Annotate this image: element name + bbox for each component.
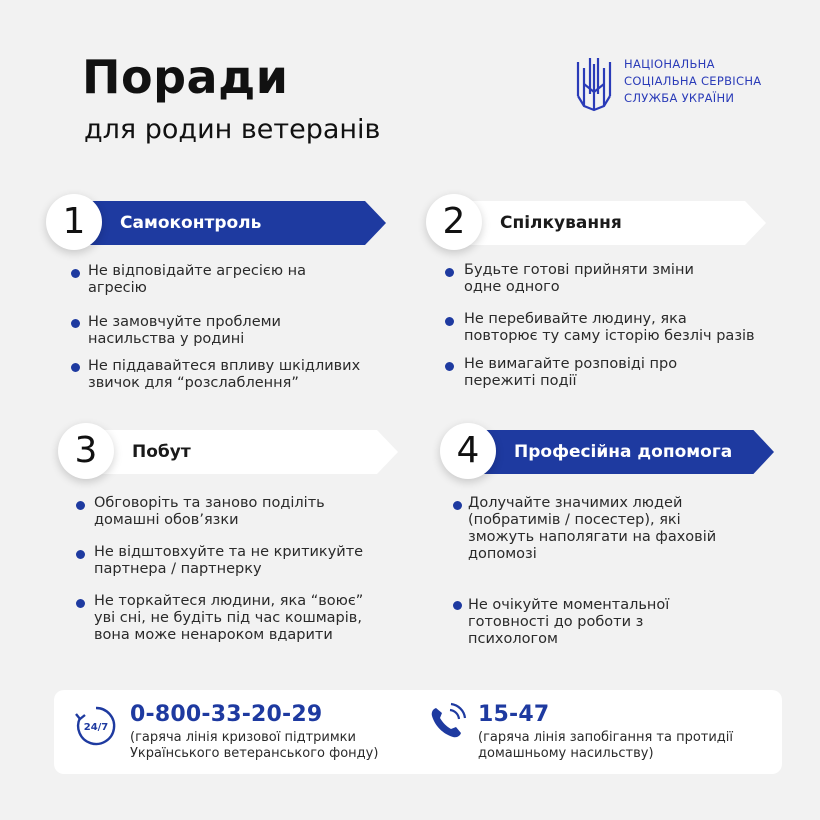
bullet-dot bbox=[71, 319, 80, 328]
tip-line: агресію bbox=[88, 280, 147, 296]
tip-line: Не торкайтеся людини, яка “воює” bbox=[94, 593, 364, 609]
card-number-badge: 1 bbox=[46, 194, 102, 250]
hotline-number-link[interactable]: 0-800-33-20-29 bbox=[130, 702, 323, 727]
tip-item bbox=[464, 356, 677, 390]
tip-item bbox=[88, 263, 306, 297]
page-title: Поради bbox=[82, 50, 289, 104]
tip-line: Не замовчуйте проблеми bbox=[88, 314, 281, 330]
tip-line: уві сні, не будіть під час кошмарів, bbox=[94, 610, 362, 626]
org-name-line: НАЦІОНАЛЬНА bbox=[624, 57, 715, 71]
card-header bbox=[58, 423, 420, 479]
tip-line: зможуть наполягати на фаховій bbox=[468, 529, 717, 545]
tip-line: Не очікуйте моментальної bbox=[468, 597, 670, 613]
tip-item bbox=[464, 262, 694, 296]
card-header bbox=[426, 194, 788, 250]
bullet-dot bbox=[445, 317, 454, 326]
bullet-dot bbox=[453, 601, 462, 610]
nssu-logo bbox=[574, 50, 794, 114]
bullet-dot bbox=[71, 269, 80, 278]
tip-line: Не відштовхуйте та не критикуйте bbox=[94, 544, 364, 560]
tip-line: Не відповідайте агресією на bbox=[88, 263, 307, 279]
tip-line: (побратимів / посестер), які bbox=[468, 512, 681, 528]
tip-item bbox=[468, 495, 716, 563]
card-header bbox=[46, 194, 408, 250]
hotline-description-line: Українського ветеранського фонду) bbox=[130, 746, 379, 761]
tip-item bbox=[88, 358, 360, 392]
card-number-badge: 2 bbox=[426, 194, 482, 250]
hotline-description-line: (гаряча лінія кризової підтримки bbox=[130, 730, 356, 745]
card-heading: Спілкування bbox=[500, 213, 622, 233]
tip-line: вона може ненароком вдарити bbox=[94, 627, 333, 643]
tip-line: партнера / партнерку bbox=[94, 561, 262, 577]
tip-line: звичок для “розслаблення” bbox=[88, 375, 299, 391]
org-name-line: СОЦІАЛЬНА СЕРВІСНА bbox=[624, 74, 762, 88]
tip-line: Не піддавайтеся впливу шкідливих bbox=[88, 358, 361, 374]
phone-icon bbox=[428, 702, 468, 742]
page-subtitle: для родин ветеранів bbox=[84, 114, 381, 145]
tip-card-professional-help bbox=[440, 423, 802, 663]
tip-line: домашні обов’язки bbox=[94, 512, 239, 528]
tip-card-self-control bbox=[46, 194, 408, 404]
tip-card-communication bbox=[426, 194, 788, 404]
tip-line: Не перебивайте людину, яка bbox=[464, 311, 687, 327]
bullet-dot bbox=[71, 363, 80, 372]
tip-line: готовності до роботи з bbox=[468, 614, 644, 630]
card-number-badge: 4 bbox=[440, 423, 496, 479]
hotline-description-line: (гаряча лінія запобігання та протидії bbox=[478, 730, 734, 745]
tip-item bbox=[94, 495, 325, 529]
hotline-number-link[interactable]: 15-47 bbox=[478, 702, 550, 727]
tip-line: Будьте готові прийняти зміни bbox=[464, 262, 694, 278]
tip-line: одне одного bbox=[464, 279, 560, 295]
tip-line: насильства у родині bbox=[88, 331, 245, 347]
tip-line: повторює ту саму історію безліч разів bbox=[464, 328, 755, 344]
tip-item bbox=[88, 314, 281, 348]
bullet-dot bbox=[76, 599, 85, 608]
bullet-dot bbox=[76, 550, 85, 559]
tip-line: психологом bbox=[468, 631, 558, 647]
bullet-dot bbox=[76, 501, 85, 510]
bullet-dot bbox=[445, 362, 454, 371]
card-header bbox=[440, 423, 802, 479]
card-number-badge: 3 bbox=[58, 423, 114, 479]
bullet-dot bbox=[445, 268, 454, 277]
tip-line: Не вимагайте розповіді про bbox=[464, 356, 678, 372]
hotlines-panel bbox=[54, 690, 782, 774]
24-7-icon bbox=[74, 704, 118, 748]
tip-item bbox=[94, 544, 363, 578]
hotline-description bbox=[130, 730, 378, 762]
card-heading: Побут bbox=[132, 442, 191, 462]
card-heading: Самоконтроль bbox=[120, 213, 262, 233]
bullet-dot bbox=[453, 501, 462, 510]
tip-item bbox=[468, 597, 669, 648]
hotline-description bbox=[478, 730, 733, 762]
tip-item bbox=[94, 593, 363, 644]
tip-line: пережиті події bbox=[464, 373, 577, 389]
tip-card-household bbox=[58, 423, 420, 663]
svg-text:24/7: 24/7 bbox=[83, 722, 109, 733]
tip-line: Долучайте значимих людей bbox=[468, 495, 683, 511]
tip-line: Обговоріть та заново поділіть bbox=[94, 495, 325, 511]
hotline-description-line: домашньому насильству) bbox=[478, 746, 654, 761]
tip-item bbox=[464, 311, 755, 345]
card-heading: Професійна допомога bbox=[514, 442, 733, 462]
org-name-line: СЛУЖБА УКРАЇНИ bbox=[624, 91, 735, 105]
tip-line: допомозі bbox=[468, 546, 537, 562]
nssu-emblem-icon bbox=[574, 54, 614, 112]
